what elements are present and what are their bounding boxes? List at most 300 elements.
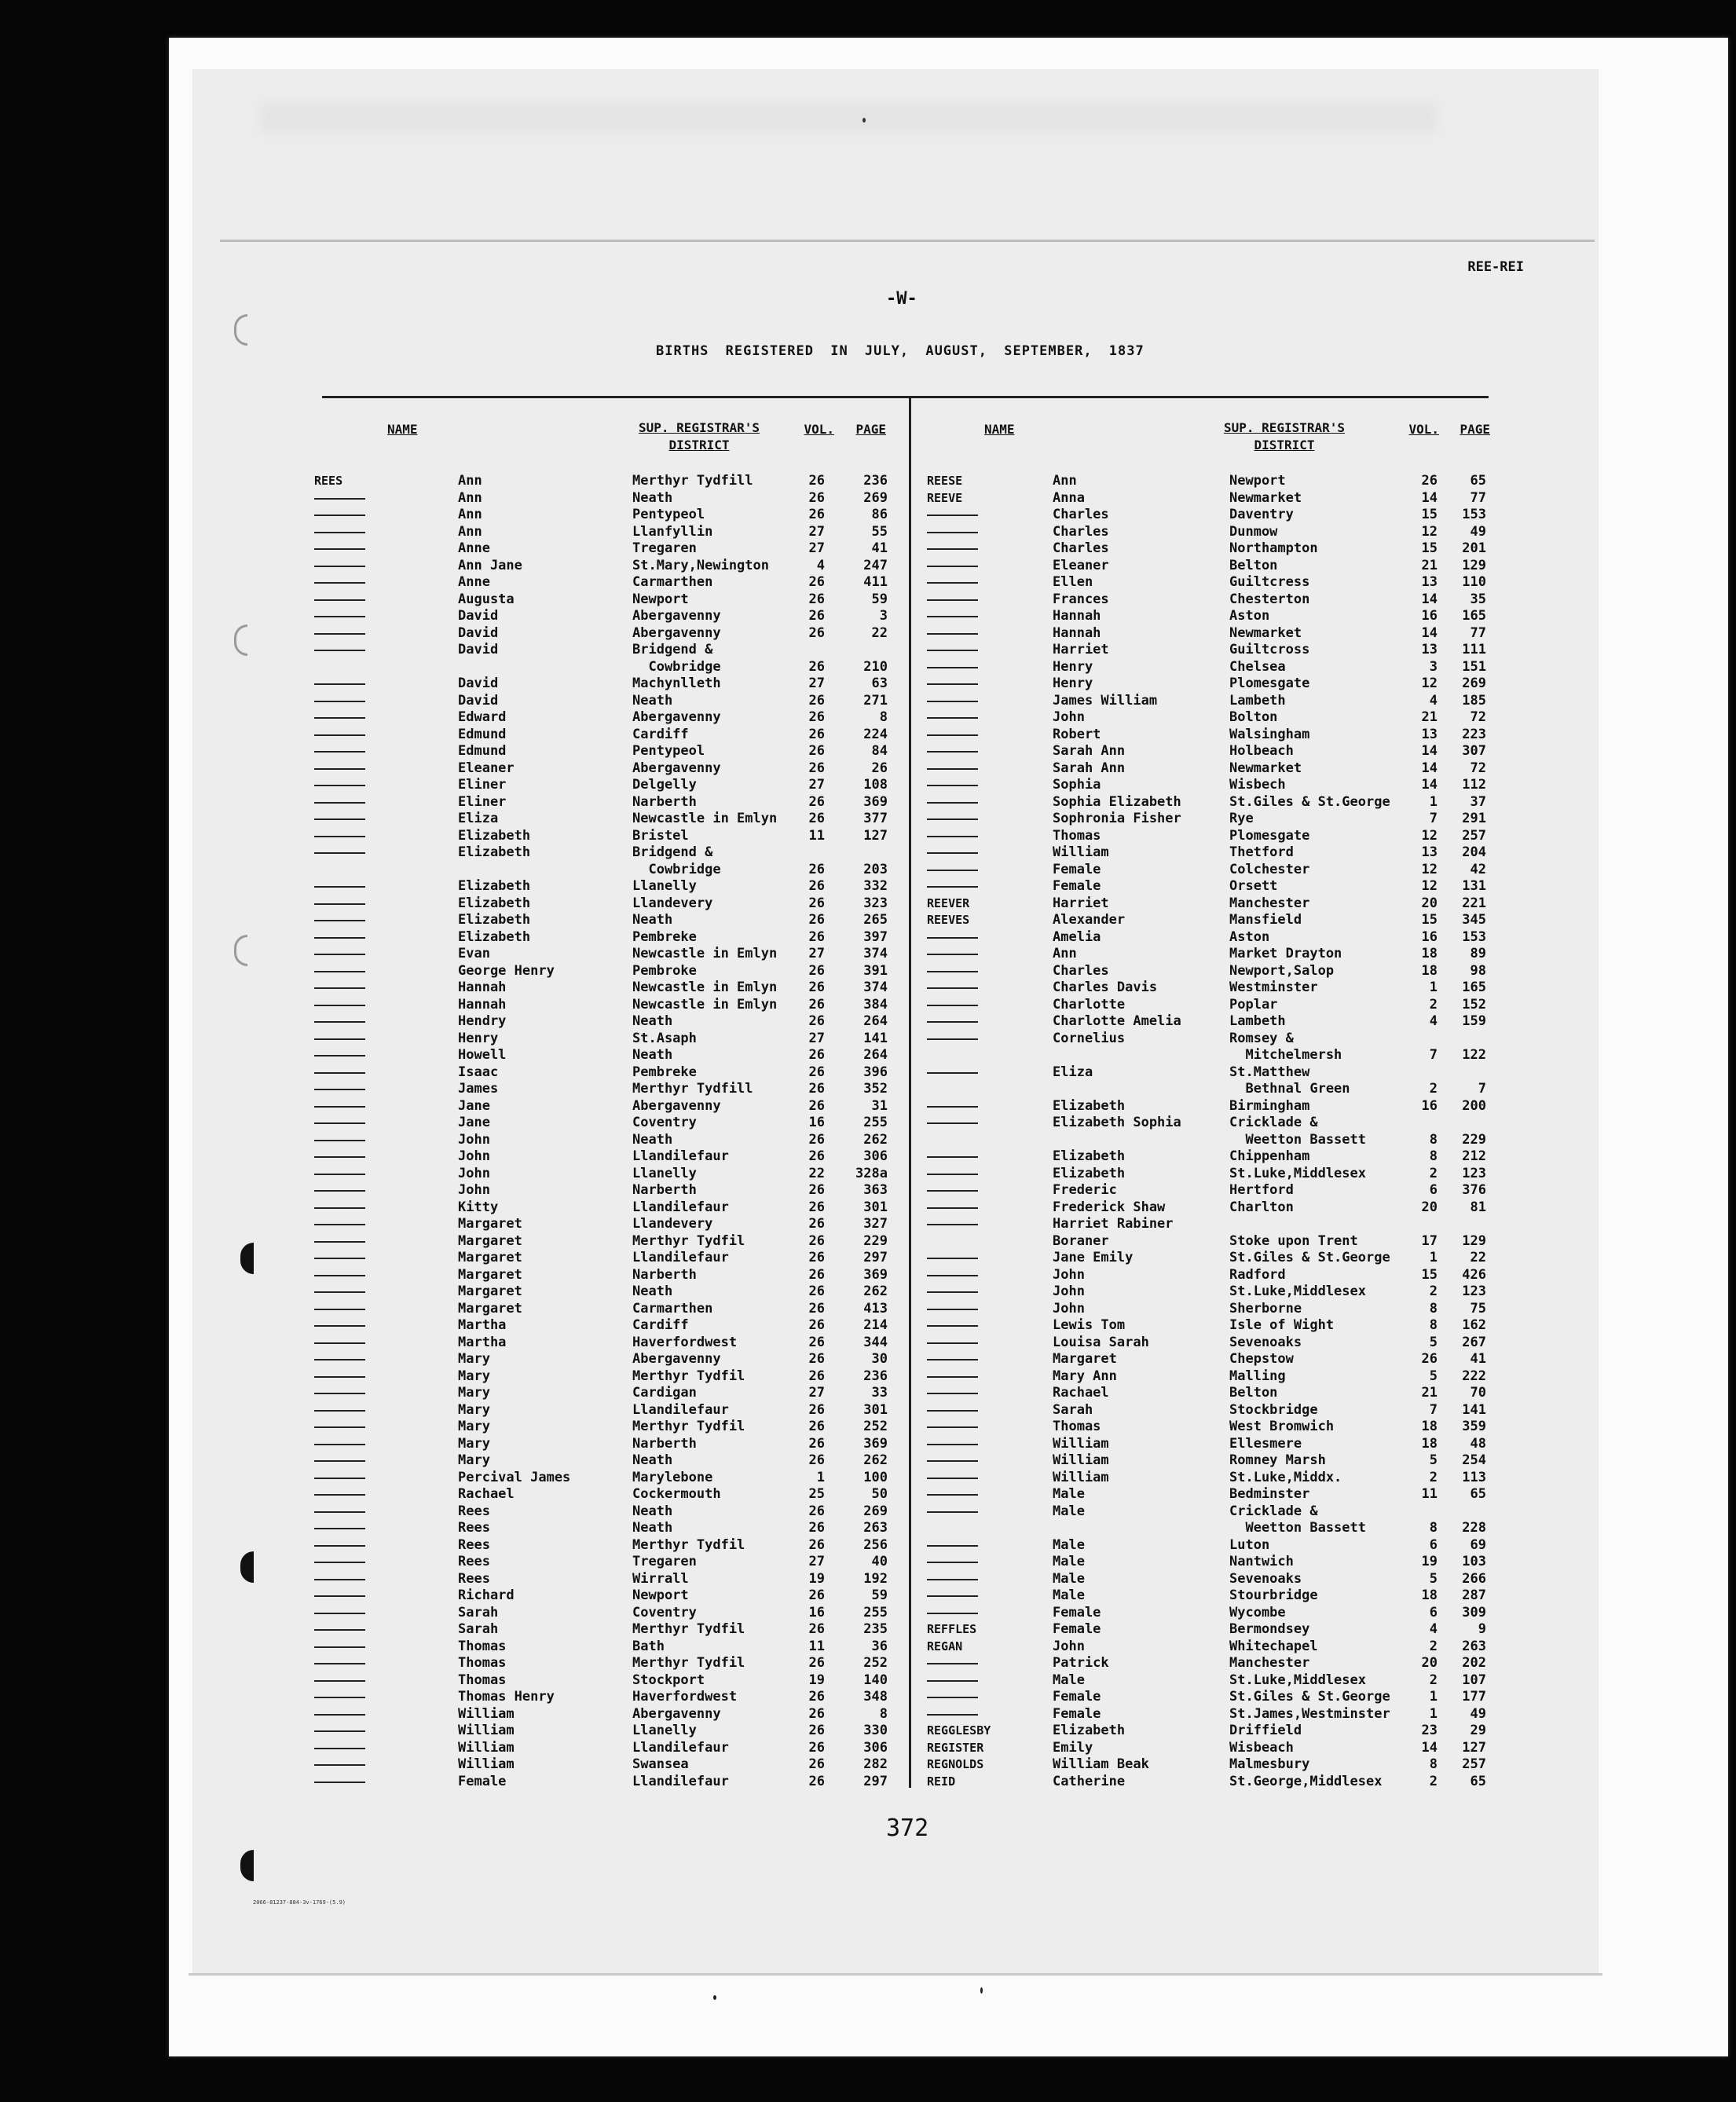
district-cell: Plomesgate <box>1229 676 1310 691</box>
page-cell: 108 <box>863 777 888 793</box>
volume-cell: 14 <box>1421 624 1438 641</box>
ditto-dash <box>314 1764 365 1766</box>
volume-cell: 22 <box>808 1165 825 1181</box>
volume-cell: 26 <box>808 1401 825 1418</box>
district-cell: Bridgend & <box>632 844 713 860</box>
volume-cell: 26 <box>808 928 825 945</box>
district-cell: Bristel <box>632 827 689 844</box>
volume-cell: 26 <box>808 1216 825 1232</box>
top-edge-rule <box>220 240 1595 242</box>
page-cell: 141 <box>863 1030 888 1046</box>
district-cell: Lambeth <box>1229 1013 1286 1029</box>
page-cell: 330 <box>863 1723 888 1738</box>
surname-cell: REEVER <box>927 895 970 910</box>
table-row <box>927 1368 1489 1386</box>
table-row <box>927 473 1489 490</box>
ditto-dash <box>314 1376 365 1378</box>
volume-cell: 26 <box>808 1182 825 1198</box>
district-cell: Stockport <box>632 1672 705 1688</box>
volume-cell: 13 <box>1421 642 1438 657</box>
given-name-cell: Edmund <box>458 726 507 742</box>
given-name-cell: Jane <box>458 1115 490 1130</box>
district-cell: Manchester <box>1229 895 1310 911</box>
ditto-dash <box>314 1782 365 1783</box>
district-cell: Llanelly <box>632 1723 697 1738</box>
table-row <box>927 1385 1489 1402</box>
volume-cell: 26 <box>808 658 825 675</box>
given-name-cell: Ellen <box>1053 574 1093 590</box>
page-cell: 269 <box>863 489 888 506</box>
given-name-cell: Jane Emily <box>1053 1250 1134 1265</box>
ditto-dash <box>927 1309 978 1310</box>
volume-cell: 15 <box>1421 912 1438 928</box>
ditto-dash <box>927 1156 978 1158</box>
volume-cell: 8 <box>1429 1520 1438 1536</box>
page-cell: 141 <box>1462 1401 1486 1418</box>
page-cell: 327 <box>863 1216 888 1232</box>
given-name-cell: Male <box>1053 1503 1085 1519</box>
ditto-dash <box>927 582 978 584</box>
page-cell: 59 <box>871 1587 888 1603</box>
print-code: 2066-81237-884-3v-1769-(5.9) <box>253 1899 346 1906</box>
given-name-cell: Ann <box>1053 473 1077 489</box>
district-cell: Colchester <box>1229 861 1310 877</box>
district-cell: Pentypeol <box>632 507 705 522</box>
given-name-cell: Anne <box>458 574 490 590</box>
table-row <box>314 743 895 760</box>
volume-cell: 26 <box>808 1587 825 1603</box>
header-district-right <box>1206 419 1363 454</box>
table-row <box>927 1756 1489 1774</box>
ditto-dash <box>314 582 365 584</box>
volume-cell: 27 <box>808 523 825 540</box>
volume-cell: 21 <box>1421 709 1438 725</box>
volume-cell: 26 <box>808 473 825 489</box>
district-cell: Thetford <box>1229 844 1294 860</box>
page-cell: 397 <box>863 928 888 945</box>
given-name-cell: Henry <box>1053 658 1093 675</box>
table-row <box>314 1132 895 1149</box>
volume-cell: 26 <box>808 624 825 641</box>
ditto-dash <box>927 1258 978 1259</box>
given-name-cell: Mary <box>458 1385 490 1401</box>
table-row <box>927 490 1489 507</box>
district-cell: Pembroke <box>632 962 697 979</box>
given-name-cell: Thomas <box>458 1655 507 1671</box>
page-cell: 282 <box>863 1756 888 1772</box>
page-cell: 359 <box>1462 1419 1486 1434</box>
ditto-dash <box>314 1224 365 1225</box>
table-row <box>314 1385 895 1402</box>
district-cell: St.Mary,Newington <box>632 557 769 573</box>
given-name-cell: Eliner <box>458 777 507 793</box>
volume-cell: 26 <box>808 692 825 709</box>
ditto-dash <box>314 1730 365 1732</box>
given-name-cell: Margaret <box>1053 1351 1117 1367</box>
volume-cell: 7 <box>1429 1401 1438 1418</box>
district-cell: Chippenham <box>1229 1148 1310 1164</box>
given-name-cell: Hannah <box>1053 608 1101 624</box>
given-name-cell: William <box>458 1739 515 1756</box>
district-cell: Newcastle in Emlyn <box>632 811 778 826</box>
given-name-cell: Elizabeth <box>1053 1165 1126 1181</box>
volume-cell: 15 <box>1421 540 1438 556</box>
district-cell: Chesterton <box>1229 591 1310 607</box>
page-cell: 263 <box>863 1520 888 1536</box>
ditto-dash <box>314 1460 365 1462</box>
page-cell: 269 <box>1462 676 1486 691</box>
given-name-cell: Elizabeth Sophia <box>1053 1115 1181 1130</box>
district-cell: Newport <box>1229 473 1286 489</box>
district-cell: Rye <box>1229 811 1254 826</box>
district-cell: Hertford <box>1229 1182 1294 1198</box>
district-cell: Sevenoaks <box>1229 1570 1302 1587</box>
district-cell: Coventry <box>632 1115 697 1130</box>
table-row <box>927 1115 1489 1132</box>
table-row <box>314 1317 895 1335</box>
page-cell: 111 <box>1462 642 1486 657</box>
table-row <box>927 1199 1489 1217</box>
page-cell: 200 <box>1462 1097 1486 1114</box>
given-name-cell: John <box>1053 1284 1085 1299</box>
given-name-cell: Rachael <box>458 1486 515 1502</box>
column-divider <box>909 397 911 1788</box>
given-name-cell: Thomas <box>458 1638 507 1654</box>
page-cell: 152 <box>1462 996 1486 1013</box>
district-cell: Wisbech <box>1229 777 1286 793</box>
surname-cell: REFFLES <box>927 1622 977 1636</box>
table-row <box>927 1284 1489 1301</box>
district-cell: Bethnal Green <box>1229 1081 1350 1097</box>
table-row <box>927 727 1489 744</box>
table-row <box>314 1216 895 1233</box>
page-cell: 236 <box>863 473 888 489</box>
district-cell: Pembreke <box>632 1064 697 1080</box>
page-cell: 123 <box>1462 1165 1486 1181</box>
district-cell: Guiltcross <box>1229 642 1310 657</box>
page-cell: 297 <box>863 1773 888 1789</box>
page-cell: 201 <box>1462 540 1486 556</box>
given-name-cell: John <box>458 1148 490 1164</box>
given-name-cell: William <box>458 1756 515 1772</box>
volume-cell: 27 <box>808 540 825 556</box>
table-row <box>314 676 895 693</box>
ditto-dash <box>314 852 365 854</box>
table-row <box>314 693 895 710</box>
given-name-cell: Margaret <box>458 1284 522 1299</box>
volume-cell: 20 <box>1421 1655 1438 1671</box>
page-cell: 8 <box>879 1705 888 1722</box>
district-cell: Llandilefaur <box>632 1401 729 1418</box>
table-row <box>927 642 1489 659</box>
volume-cell: 26 <box>808 878 825 894</box>
page-cell: 396 <box>863 1064 888 1080</box>
volume-cell: 26 <box>808 726 825 742</box>
volume-cell: 26 <box>808 1250 825 1265</box>
page-cell: 269 <box>863 1503 888 1519</box>
table-row <box>927 1166 1489 1183</box>
given-name-cell: Eleaner <box>458 760 515 776</box>
volume-cell: 27 <box>808 1030 825 1046</box>
volume-cell: 4 <box>816 557 825 573</box>
given-name-cell: Elizabeth <box>458 895 531 911</box>
table-row <box>927 574 1489 591</box>
district-cell: Chelsea <box>1229 658 1286 675</box>
volume-cell: 26 <box>1421 473 1438 489</box>
volume-cell: 26 <box>1421 1351 1438 1367</box>
table-row <box>314 608 895 625</box>
district-cell: Newcastle in Emlyn <box>632 946 778 961</box>
volume-cell: 1 <box>1429 1689 1438 1705</box>
page-cell: 376 <box>1462 1182 1486 1198</box>
volume-cell: 17 <box>1421 1232 1438 1249</box>
volume-cell: 5 <box>1429 1368 1438 1384</box>
page-cell: 256 <box>863 1536 888 1553</box>
table-row <box>927 1267 1489 1284</box>
page-cell: 264 <box>863 1047 888 1063</box>
given-name-cell: Mary Ann <box>1053 1368 1117 1384</box>
volume-cell: 26 <box>808 1739 825 1756</box>
given-name-cell: Elizabeth <box>458 878 531 894</box>
volume-cell: 19 <box>808 1672 825 1688</box>
ditto-dash <box>927 1511 978 1513</box>
district-cell: Delgelly <box>632 777 697 793</box>
volume-cell: 13 <box>1421 574 1438 590</box>
given-name-cell: Female <box>1053 1689 1101 1705</box>
district-cell: Belton <box>1229 557 1278 573</box>
district-cell: Neath <box>632 1503 673 1519</box>
volume-cell: 3 <box>1429 658 1438 675</box>
ditto-dash <box>314 903 365 905</box>
volume-cell: 26 <box>808 1081 825 1097</box>
volume-cell: 26 <box>808 743 825 759</box>
ditto-dash <box>314 1511 365 1513</box>
district-cell: Merthyr Tydfill <box>632 473 753 489</box>
table-row <box>927 895 1489 913</box>
surname-cell: REGGLESBY <box>927 1723 991 1738</box>
ditto-dash <box>314 1595 365 1597</box>
page-cell: 426 <box>1462 1266 1486 1283</box>
page-cell: 369 <box>863 1435 888 1452</box>
district-cell: Whitechapel <box>1229 1638 1318 1654</box>
ditto-dash <box>927 701 978 702</box>
table-row <box>927 608 1489 625</box>
table-row <box>314 1335 895 1352</box>
table-row <box>927 1689 1489 1706</box>
district-cell: Cowbridge <box>632 861 721 877</box>
table-row <box>927 693 1489 710</box>
district-cell: Machynlleth <box>632 676 721 691</box>
table-row <box>314 1081 895 1098</box>
surname-cell: REGAN <box>927 1639 963 1653</box>
left-column <box>314 473 895 1790</box>
ditto-dash <box>314 515 365 516</box>
ditto-dash <box>927 1410 978 1412</box>
table-row <box>314 1520 895 1537</box>
given-name-cell: Elizabeth <box>1053 1097 1126 1114</box>
given-name-cell: Hannah <box>1053 624 1101 641</box>
given-name-cell: Lewis Tom <box>1053 1317 1126 1333</box>
volume-cell: 21 <box>1421 557 1438 573</box>
volume-cell: 26 <box>808 1148 825 1164</box>
district-cell: Sherborne <box>1229 1300 1302 1316</box>
volume-cell: 1 <box>1429 980 1438 995</box>
table-row <box>314 1655 895 1672</box>
page-cell: 301 <box>863 1199 888 1215</box>
given-name-cell: John <box>1053 1266 1085 1283</box>
table-row <box>927 878 1489 895</box>
volume-cell: 18 <box>1421 1419 1438 1434</box>
given-name-cell: John <box>458 1182 490 1198</box>
surname-cell: REES <box>314 474 343 488</box>
table-row <box>314 1740 895 1757</box>
page-cell: 69 <box>1470 1536 1486 1553</box>
page-cell: 202 <box>1462 1655 1486 1671</box>
page-cell: 266 <box>1462 1570 1486 1587</box>
table-row <box>314 659 895 676</box>
given-name-cell: John <box>458 1165 490 1181</box>
page-cell: 384 <box>863 996 888 1013</box>
page-cell: 70 <box>1470 1385 1486 1401</box>
ditto-dash <box>927 1444 978 1445</box>
volume-cell: 8 <box>1429 1148 1438 1164</box>
ditto-dash <box>927 1122 978 1124</box>
table-row <box>314 642 895 659</box>
page-cell: 352 <box>863 1081 888 1097</box>
page-cell: 214 <box>863 1317 888 1333</box>
volume-cell: 26 <box>808 591 825 607</box>
volume-cell: 7 <box>1429 1047 1438 1063</box>
ditto-dash <box>927 1663 978 1664</box>
given-name-cell: Sophronia Fisher <box>1053 811 1181 826</box>
given-name-cell: David <box>458 608 499 624</box>
district-cell: Abergavenny <box>632 624 721 641</box>
ditto-dash <box>927 987 978 989</box>
given-name-cell: Rees <box>458 1554 490 1569</box>
volume-cell: 26 <box>808 709 825 725</box>
volume-cell: 26 <box>808 861 825 877</box>
given-name-cell: Anne <box>458 540 490 556</box>
district-cell: Newmarket <box>1229 624 1302 641</box>
speck <box>980 1987 983 1994</box>
page-cell: 22 <box>1470 1250 1486 1265</box>
given-name-cell: Rees <box>458 1503 490 1519</box>
district-cell: Weetton Bassett <box>1229 1520 1366 1536</box>
table-row <box>314 1756 895 1774</box>
table-row <box>927 777 1489 794</box>
given-name-cell: Ann <box>458 489 482 506</box>
given-name-cell: Charles <box>1053 523 1109 540</box>
page-cell: 255 <box>863 1604 888 1620</box>
table-row <box>927 929 1489 947</box>
ditto-dash <box>927 1359 978 1360</box>
volume-cell: 11 <box>808 1638 825 1654</box>
district-cell: Abergavenny <box>632 760 721 776</box>
page-cell: 203 <box>863 861 888 877</box>
district-cell: Neath <box>632 1284 673 1299</box>
district-cell: Carmarthen <box>632 1300 713 1316</box>
volume-cell: 26 <box>808 1097 825 1114</box>
given-name-cell: James William <box>1053 692 1158 709</box>
ditto-dash <box>927 1106 978 1108</box>
ditto-dash <box>314 1309 365 1310</box>
table-row <box>927 743 1489 760</box>
given-name-cell: Margaret <box>458 1216 522 1232</box>
volume-cell: 26 <box>808 1773 825 1789</box>
volume-cell: 14 <box>1421 777 1438 793</box>
district-cell: Haverfordwest <box>632 1689 738 1705</box>
district-cell: St.Giles & St.George <box>1229 1250 1390 1265</box>
page-cell: 204 <box>1462 844 1486 860</box>
volume-cell: 11 <box>808 827 825 844</box>
given-name-cell: Ann <box>458 473 482 489</box>
page-cell: 127 <box>863 827 888 844</box>
district-cell: Market Drayton <box>1229 946 1342 961</box>
table-row <box>927 1672 1489 1690</box>
page-cell: 162 <box>1462 1317 1486 1333</box>
district-cell: St.Luke,Middlesex <box>1229 1165 1366 1181</box>
volume-cell: 13 <box>1421 726 1438 742</box>
ditto-dash <box>927 886 978 888</box>
table-row <box>927 1301 1489 1318</box>
district-cell: Merthyr Tydfil <box>632 1419 745 1434</box>
table-row <box>927 1436 1489 1453</box>
table-row <box>927 1013 1489 1031</box>
ditto-dash <box>927 1325 978 1327</box>
surname-cell: REEVE <box>927 490 963 505</box>
district-cell: Radford <box>1229 1266 1286 1283</box>
district-cell: St.James,Westminster <box>1229 1705 1390 1722</box>
table-row <box>314 1605 895 1622</box>
given-name-cell: Amelia <box>1053 928 1101 945</box>
page-cell: 72 <box>1470 760 1486 776</box>
volume-cell: 1 <box>1429 793 1438 810</box>
table-row <box>314 1402 895 1419</box>
district-cell: Neath <box>632 489 673 506</box>
page-cell: 323 <box>863 895 888 911</box>
volume-cell: 7 <box>1429 811 1438 826</box>
header-vol-right: VOL. <box>1408 422 1439 437</box>
ditto-dash <box>927 1579 978 1580</box>
volume-cell: 8 <box>1429 1317 1438 1333</box>
page-cell: 348 <box>863 1689 888 1705</box>
ditto-dash <box>314 1359 365 1360</box>
page-cell: 33 <box>871 1385 888 1401</box>
page-cell: 229 <box>1462 1131 1486 1148</box>
page-cell: 221 <box>1462 895 1486 911</box>
table-row <box>927 1031 1489 1048</box>
ditto-dash <box>314 1156 365 1158</box>
district-cell: Bath <box>632 1638 665 1654</box>
volume-cell: 5 <box>1429 1570 1438 1587</box>
table-row <box>314 558 895 575</box>
ditto-dash <box>927 937 978 939</box>
table-row <box>314 1672 895 1690</box>
volume-cell: 26 <box>808 1047 825 1063</box>
district-cell: St.Luke,Middlesex <box>1229 1284 1366 1299</box>
given-name-cell: Percival James <box>458 1469 571 1485</box>
volume-cell: 26 <box>808 507 825 522</box>
volume-cell: 2 <box>1429 1081 1438 1097</box>
given-name-cell: Robert <box>1053 726 1101 742</box>
district-cell: Walsingham <box>1229 726 1310 742</box>
given-name-cell: William <box>458 1705 515 1722</box>
page-cell: 262 <box>863 1131 888 1148</box>
district-cell: St.Matthew <box>1229 1064 1310 1080</box>
district-cell: Westminster <box>1229 980 1318 995</box>
table-row <box>927 659 1489 676</box>
page-cell: 35 <box>1470 591 1486 607</box>
